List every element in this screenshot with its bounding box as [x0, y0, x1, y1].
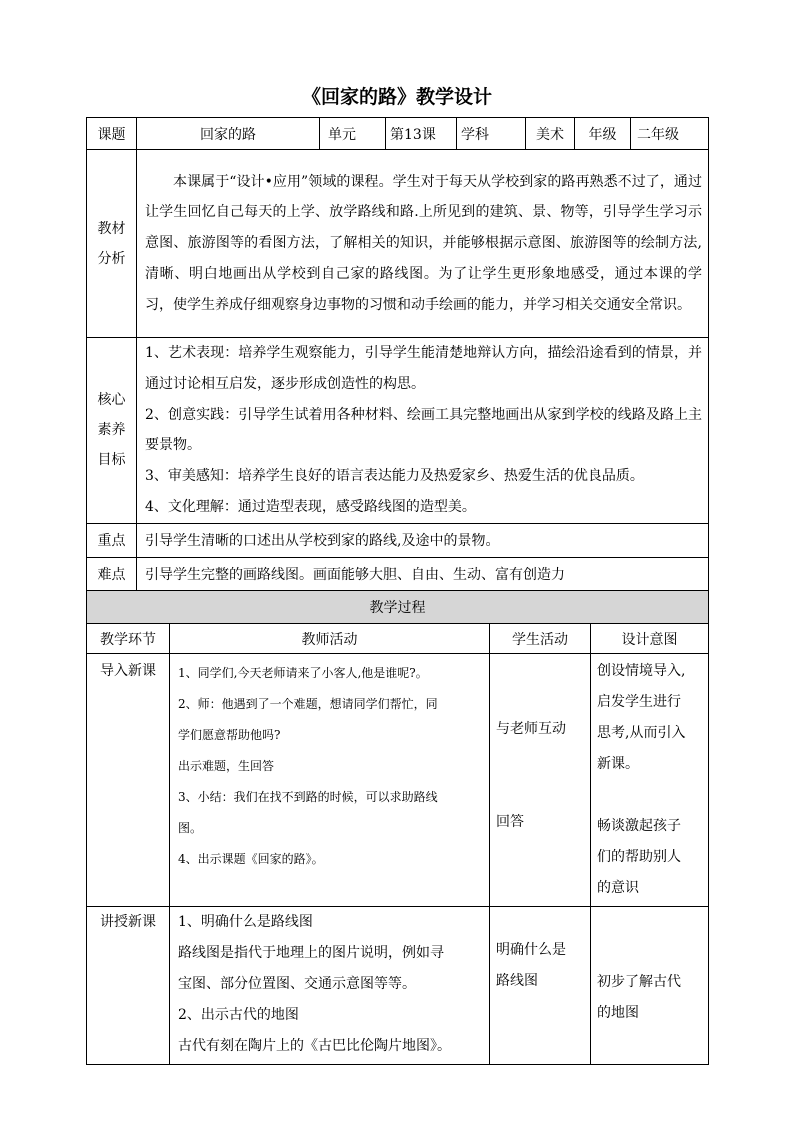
teacher-line: 2、师：他遇到了一个难题，想请同学们帮忙，同: [178, 697, 438, 711]
unit-label: 单元: [320, 118, 386, 150]
goals-row: [87, 338, 709, 524]
intent-line: 新课。: [597, 756, 639, 772]
difficulty-text: 引导学生完整的画路线图。画面能够大胆、自由、生动、富有创造力: [137, 557, 709, 590]
goals-label-3: 目标: [97, 452, 126, 469]
teacher-cell: [170, 654, 490, 907]
grade-value: 二年级: [631, 118, 709, 150]
process-table: [86, 590, 709, 1065]
grade-label: 年级: [575, 118, 631, 150]
goals-text: [137, 338, 709, 524]
key-point-text: 引导学生清晰的口述出从学校到家的路线,及途中的景物。: [137, 523, 709, 557]
column-header: 教师活动: [170, 624, 490, 654]
student-cell: [490, 654, 591, 907]
intent-line: 创设情境导入,: [597, 663, 686, 679]
stage-cell: 导入新课: [87, 654, 170, 907]
student-line: 明确什么是: [496, 942, 566, 958]
teacher-line: 出示难题，生回答: [178, 759, 275, 773]
intent-line: 启发学生进行: [597, 694, 681, 710]
goal-item: 3、审美感知：培养学生良好的语言表达能力及热爱家乡、热爱生活的优良品质。: [145, 468, 644, 485]
topic-value: 回家的路: [137, 118, 320, 150]
difficulty-row: [87, 557, 709, 590]
intent-cell: [591, 654, 709, 907]
column-header: 教学环节: [87, 624, 170, 654]
process-heading-row: [87, 591, 709, 624]
column-header: 设计意图: [591, 624, 709, 654]
goal-item: 1、艺术表现：培养学生观察能力，引导学生能清楚地辩认方向，描绘沿途看到的情景，并通过讨论相互启发，逐步形成创造性的构思。: [145, 345, 702, 392]
goals-label: [87, 338, 137, 524]
subject-value: 美术: [526, 118, 575, 150]
teacher-line: 4、出示课题《回家的路》。: [178, 852, 324, 866]
teacher-line: 3、小结：我们在找不到路的时候，可以求助路线: [178, 790, 438, 804]
key-point-row: [87, 523, 709, 557]
intent-line: 思考,从而引入: [597, 725, 686, 741]
intent-line: 们的帮助别人: [597, 849, 681, 865]
student-line: 与老师互动: [496, 721, 566, 737]
teacher-line: 古代有刻在陶片上的《古巴比伦陶片地图》。: [178, 1038, 451, 1054]
process-heading: 教学过程: [87, 591, 709, 624]
intent-line: 的地图: [597, 1005, 639, 1021]
analysis-row: [87, 150, 709, 338]
analysis-text: 本课属于“设计•应用”领域的课程。学生对于每天从学校到家的路再熟悉不过了，通过让学生回忆自己每天的上学、放学路线和路.上所见到的建筑、景、物等，引导学生学习示意图、旅游图等的看图方法，了解相关的知识，并能够根据示意图、旅游图等的绘制方法,清晰、明白地画出从学校到自己家的路线图。为了让学生更形象地感受，通过本课的学习，使学生养成仔细观察身边事物的习惯和动手绘画的能力，并学习相关交通安全常识。: [137, 150, 709, 338]
stage-cell: 讲授新课: [87, 907, 170, 1065]
intent-cell: [591, 907, 709, 1065]
intent-line: 畅谈激起孩子: [597, 818, 681, 834]
intent-line: 的意识: [597, 880, 639, 896]
goal-item: 4、文化理解：通过造型表现，感受路线图的造型美。: [145, 498, 476, 515]
analysis-label-2: 分析: [97, 250, 126, 267]
goals-label-2: 素养: [97, 422, 126, 439]
goals-label-1: 核心: [97, 392, 126, 409]
teacher-line: 学们愿意帮助他吗?: [178, 728, 281, 742]
intent-line: 初步了解古代: [597, 974, 681, 990]
teacher-line: 宝图、部分位置图、交通示意图等等。: [178, 976, 416, 992]
student-cell: [490, 907, 591, 1065]
unit-value: 第13课: [386, 118, 457, 150]
analysis-label: [87, 150, 137, 338]
topic-label: 课题: [87, 118, 137, 150]
process-row: [87, 654, 709, 907]
info-table: [86, 117, 709, 591]
page-title: 《回家的路》教学设计: [301, 86, 492, 108]
analysis-label-1: 教材: [97, 220, 126, 237]
teacher-line: 路线图是指代于地理上的图片说明，例如寻: [178, 945, 444, 961]
goal-item: 2、创意实践：引导学生试着用各种材料、绘画工具完整地画出从家到学校的线路及路上主要景物。: [145, 406, 702, 454]
key-point-label: 重点: [87, 523, 137, 557]
teacher-line: 图。: [178, 821, 203, 835]
difficulty-label: 难点: [87, 557, 137, 590]
student-line: 路线图: [496, 973, 538, 989]
teacher-line: 2、出示古代的地图: [178, 1007, 299, 1023]
header-row: [87, 118, 709, 150]
teacher-cell: [170, 907, 490, 1065]
teacher-line: 1、同学们,今天老师请来了小客人,他是谁呢?。: [178, 666, 428, 680]
teacher-line: 1、明确什么是路线图: [178, 914, 313, 930]
process-columns-row: [87, 624, 709, 654]
process-row: [87, 907, 709, 1065]
column-header: 学生活动: [490, 624, 591, 654]
student-line: 回答: [496, 814, 524, 830]
subject-label: 学科: [457, 118, 526, 150]
